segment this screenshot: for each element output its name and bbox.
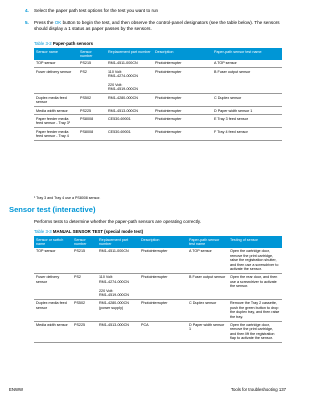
table-cell: PS2 [72, 273, 97, 299]
section-heading: Sensor test (interactive) [9, 205, 96, 214]
table-row [34, 94, 282, 107]
table-cell: Photointerrupter [153, 128, 212, 141]
table-cell: E Tray 3 feed sensor [212, 115, 282, 128]
table-cell: Photointerrupter [153, 115, 212, 128]
table-cell: Media width sensor [34, 107, 78, 115]
table-cell: PS215 [72, 248, 97, 274]
table-cell: Duplex media feed sensor [34, 299, 72, 321]
table-cell: PCA [139, 321, 187, 343]
table-cell: Fuser delivery sensor [34, 68, 78, 94]
table-row [34, 273, 282, 299]
column-header: Replacement part number [106, 48, 153, 60]
table-cell: 110 Volt: RM1-4274-000CN 220 Volt: RM1-4519-000CN [106, 68, 153, 94]
table-header-row [34, 48, 282, 60]
table-cell: CE530-69001 [106, 128, 153, 141]
table-cell: C Duplex sensor [187, 299, 228, 321]
paper-path-sensors-table [34, 48, 282, 141]
column-header: Description [153, 48, 212, 60]
table-cell: PS215 [78, 60, 106, 68]
column-header: Paper-path sensor test name [212, 48, 282, 60]
table-footnote: ¹ Tray 3 and Tray 4 use a PS8008 sensor. [34, 196, 101, 200]
column-header: Sensor number [72, 236, 97, 248]
table-cell: Paper feeder media feed sensor - Tray 4 [34, 128, 78, 141]
table-caption [34, 229, 143, 234]
table-cell: A TOP sensor [187, 248, 228, 274]
table-cell: PS225 [72, 321, 97, 343]
table-cell: RM1-4513-000CN [106, 107, 153, 115]
table-cell: PS8008 [78, 128, 106, 141]
table-cell: RM1-4513-000CN [97, 321, 139, 343]
table-label: Table 3-3 [34, 229, 52, 234]
table-cell: Photointerrupter [139, 299, 187, 321]
table-cell: Open the rear door, and then use a screwdriver to activate the sensor. [228, 273, 282, 299]
table-cell: Photointerrupter [139, 248, 187, 274]
table-cell: Fuser delivery sensor [34, 273, 72, 299]
table-cell: Duplex media feed sensor [34, 94, 78, 107]
table-cell: RM1-4511-000CN [106, 60, 153, 68]
table-cell: 110 Volt: RM1-4274-000CN 220 Volt: RM1-4519-000CN [97, 273, 139, 299]
table-cell: RM1-4280-000CN (power supply) [97, 299, 139, 321]
column-header: Paper-path sensor test name [187, 236, 228, 248]
table-cell: F Tray 4 feed sensor [212, 128, 282, 141]
table-cell: PS8008 [78, 115, 106, 128]
table-cell: Photointerrupter [139, 273, 187, 299]
table-row [34, 299, 282, 321]
table-cell: PS502 [78, 94, 106, 107]
table-row [34, 60, 282, 68]
table-cell: PS2 [78, 68, 106, 94]
table-cell: PS502 [72, 299, 97, 321]
table-title: MANUAL SENSOR TEST (special mode test) [52, 229, 144, 234]
table-title: Paper-path sensors [52, 41, 94, 46]
table-cell: PS225 [78, 107, 106, 115]
table-cell: RM1-4511-000CN [97, 248, 139, 274]
column-header: Sensor or switch name [34, 236, 72, 248]
ok-button-label: OK [54, 20, 62, 25]
column-header: Replacement part number [97, 236, 139, 248]
step-text: Select the paper path test options for the test you want to run [34, 8, 159, 13]
table-cell: B Fuser output sensor [187, 273, 228, 299]
table-label: Table 3-2 [34, 41, 52, 46]
table-row [34, 107, 282, 115]
table-row [34, 248, 282, 274]
step-text-post: button to begin the test, and then observe the control-panel designators (see the table below). The sensors should display a 1 status as paper passes by the sensors. [34, 20, 280, 31]
table-row [34, 321, 282, 343]
table-cell: D Paper width sensor 1 [212, 107, 282, 115]
table-row [34, 115, 282, 128]
table-cell: Open the cartridge door, remove the print cartridge, and then lift the registration flap to activate the sensor. [228, 321, 282, 343]
column-header: Testing of sensor [228, 236, 282, 248]
column-header: Sensor number [78, 48, 106, 60]
table-cell: B Fuser output sensor [212, 68, 282, 94]
table-cell: CE530-69001 [106, 115, 153, 128]
column-header: Description [139, 236, 187, 248]
manual-sensor-test-table [34, 236, 282, 343]
table-cell: Photointerrupter [153, 60, 212, 68]
table-cell: A TOP sensor [212, 60, 282, 68]
table-cell: Paper feeder media feed sensor - Tray 3¹ [34, 115, 78, 128]
table-cell: D Paper width sensor 1 [187, 321, 228, 343]
step-number: 5. [25, 20, 29, 25]
table-cell: TOP sensor [34, 248, 72, 274]
table-header-row [34, 236, 282, 248]
table-cell: Open the cartridge door, remove the print cartridge, raise the registration shutter, and then use a screwdriver to activate the sensor. [228, 248, 282, 274]
table-cell: RM1-4280-000CN [106, 94, 153, 107]
table-cell: Photointerrupter [153, 94, 212, 107]
footer-right: Tools for troubleshooting 137 [230, 387, 286, 392]
table-cell: Remove the Tray 2 cassette, push the green button to drop the duplex tray, and then raise the tray. [228, 299, 282, 321]
table-cell: C Duplex sensor [212, 94, 282, 107]
table-row [34, 128, 282, 141]
column-header: Sensor name [34, 48, 78, 60]
step-text [34, 20, 284, 32]
footer-left: ENWW [9, 387, 24, 392]
step-number: 4. [25, 8, 29, 13]
table-cell: TOP sensor [34, 60, 78, 68]
section-description: Performs tests to determine whether the paper-path sensors are operating correctly. [34, 219, 201, 224]
table-caption [34, 41, 93, 46]
table-row [34, 68, 282, 94]
step-text-pre: Press the [34, 20, 55, 25]
table-cell: Photointerrupter [153, 107, 212, 115]
table-cell: Photointerrupter [153, 68, 212, 94]
table-cell: Media width sensor [34, 321, 72, 343]
